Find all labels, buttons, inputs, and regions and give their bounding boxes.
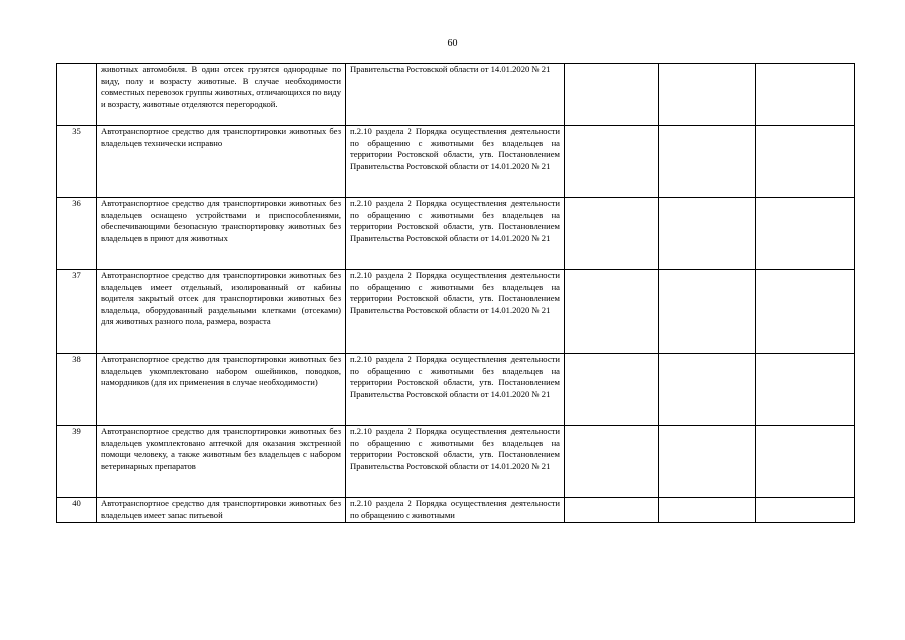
note-cell[interactable] bbox=[756, 498, 855, 523]
requirement-cell: Автотранспортное средство для транспортировки животных без владельцев оснащено устройствами и приспособлениями, обеспечивающими безопасную транспортировку животных без владельцев в приют для животных bbox=[97, 198, 346, 270]
requirement-cell: Автотранспортное средство для транспортировки животных без владельцев технически исправно bbox=[97, 126, 346, 198]
reference-cell: п.2.10 раздела 2 Порядка осуществления деятельности по обращению с животными без владельцев на территории Ростовской области, утв. Постановлением Правительства Ростовской области от 14.01.2020 № 21 bbox=[346, 354, 565, 426]
note-cell[interactable] bbox=[756, 126, 855, 198]
row-number bbox=[57, 64, 97, 126]
answer-yes-cell[interactable] bbox=[565, 426, 659, 498]
table-row bbox=[57, 198, 855, 270]
answer-yes-cell[interactable] bbox=[565, 64, 659, 126]
answer-no-cell[interactable] bbox=[659, 426, 756, 498]
reference-cell: п.2.10 раздела 2 Порядка осуществления деятельности по обращению с животными без владельцев на территории Ростовской области, утв. Постановлением Правительства Ростовской области от 14.01.2020 № 21 bbox=[346, 126, 565, 198]
answer-yes-cell[interactable] bbox=[565, 126, 659, 198]
reference-cell: п.2.10 раздела 2 Порядка осуществления деятельности по обращению с животными bbox=[346, 498, 565, 523]
note-cell[interactable] bbox=[756, 270, 855, 354]
answer-yes-cell[interactable] bbox=[565, 198, 659, 270]
answer-no-cell[interactable] bbox=[659, 126, 756, 198]
row-number: 38 bbox=[57, 354, 97, 426]
answer-no-cell[interactable] bbox=[659, 498, 756, 523]
reference-cell: п.2.10 раздела 2 Порядка осуществления деятельности по обращению с животными без владельцев на территории Ростовской области, утв. Постановлением Правительства Ростовской области от 14.01.2020 № 21 bbox=[346, 270, 565, 354]
requirement-cell: Автотранспортное средство для транспортировки животных без владельцев имеет запас питьевой bbox=[97, 498, 346, 523]
table-row bbox=[57, 126, 855, 198]
row-number: 37 bbox=[57, 270, 97, 354]
reference-cell: п.2.10 раздела 2 Порядка осуществления деятельности по обращению с животными без владельцев на территории Ростовской области, утв. Постановлением Правительства Ростовской области от 14.01.2020 № 21 bbox=[346, 426, 565, 498]
requirement-cell: животных автомобиля. В один отсек грузятся однородные по виду, полу и возрасту животные. В случае необходимости совместных перевозок группы животных, отличающихся по виду и возрасту, животные отделяются перегородкой. bbox=[97, 64, 346, 126]
row-number: 39 bbox=[57, 426, 97, 498]
note-cell[interactable] bbox=[756, 426, 855, 498]
page-number: 60 bbox=[447, 38, 458, 49]
answer-no-cell[interactable] bbox=[659, 198, 756, 270]
answer-no-cell[interactable] bbox=[659, 270, 756, 354]
row-number: 36 bbox=[57, 198, 97, 270]
note-cell[interactable] bbox=[756, 64, 855, 126]
table-row bbox=[57, 498, 855, 523]
row-number: 35 bbox=[57, 126, 97, 198]
requirement-cell: Автотранспортное средство для транспортировки животных без владельцев укомплектовано набором ошейников, поводков, намордников (для их применения в случае необходимости) bbox=[97, 354, 346, 426]
reference-cell: п.2.10 раздела 2 Порядка осуществления деятельности по обращению с животными без владельцев на территории Ростовской области, утв. Постановлением Правительства Ростовской области от 14.01.2020 № 21 bbox=[346, 198, 565, 270]
checklist-table bbox=[56, 63, 855, 523]
row-number: 40 bbox=[57, 498, 97, 523]
answer-yes-cell[interactable] bbox=[565, 354, 659, 426]
answer-yes-cell[interactable] bbox=[565, 498, 659, 523]
note-cell[interactable] bbox=[756, 354, 855, 426]
table-row bbox=[57, 270, 855, 354]
table-row bbox=[57, 426, 855, 498]
answer-yes-cell[interactable] bbox=[565, 270, 659, 354]
table-row bbox=[57, 354, 855, 426]
answer-no-cell[interactable] bbox=[659, 64, 756, 126]
requirement-cell: Автотранспортное средство для транспортировки животных без владельцев укомплектовано аптечкой для оказания экстренной помощи человеку, а также животным без владельцев с набором ветеринарных препаратов bbox=[97, 426, 346, 498]
answer-no-cell[interactable] bbox=[659, 354, 756, 426]
requirement-cell: Автотранспортное средство для транспортировки животных без владельцев имеет отдельный, изолированный от кабины водителя закрытый отсек для транспортировки животных без владельца, оборудованный раздельными клетками (отсеками) для животных разного пола, размера, возраста bbox=[97, 270, 346, 354]
reference-cell: Правительства Ростовской области от 14.01.2020 № 21 bbox=[346, 64, 565, 126]
table-row bbox=[57, 64, 855, 126]
note-cell[interactable] bbox=[756, 198, 855, 270]
